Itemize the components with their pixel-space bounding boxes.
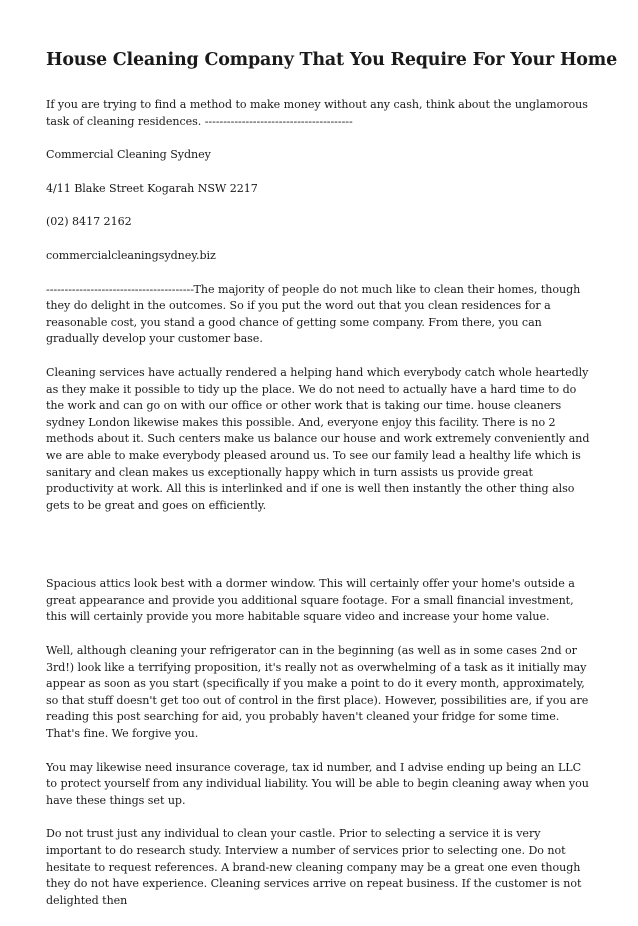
- paragraph-intro: If you are trying to find a method to make money without any cash, think about the unglamorous task of cleaning residences. ----------------------------------------: [46, 98, 588, 128]
- paragraph-cleaning-services: Cleaning services have actually rendered a helping hand which everybody catch whole heartedly as they make it possible to tidy up the place. We do not need to actually have a hard time to do the work and can go on with our office or other work that is taking our time. house cleaners sydney London likewise makes this possible. And, everyone enjoy this facility. There is no 2 methods about it. Such centers make us balance our house and work extremely conveniently and we are able to make everybody pleased around us. To see our family lead a healthy life which is sanitary and clean makes us exceptionally happy which in turn assists us provide great productivity at work. All this is interlinked and if one is well then instantly the other thing also gets to be great and goes on efficiently.: [46, 365, 590, 512]
- company-address: 4/11 Blake Street Kogarah NSW 2217: [46, 181, 258, 195]
- company-phone: (02) 8417 2162: [46, 215, 132, 229]
- document-title: House Cleaning Company That You Require For Your Home: [46, 50, 618, 70]
- company-website: commercialcleaningsydney.biz: [46, 248, 216, 262]
- paragraph-trust: Do not trust just any individual to clean your castle. Prior to selecting a service it is very important to do research study. Interview a number of services prior to selecting one. Do not hesitate to request references. A brand-new cleaning company may be a great one even though they do not have experience. Cleaning services arrive on repeat business. If the customer is not delighted then: [46, 827, 582, 907]
- paragraph-attics: Spacious attics look best with a dormer window. This will certainly offer your home's outside a great appearance and provide you additional square footage. For a small financial investment, this will certainly provide you more habitable square video and increase your home value.: [46, 577, 575, 624]
- document-page: [46, 48, 618, 926]
- paragraph-refrigerator: Well, although cleaning your refrigerator can in the beginning (as well as in some cases 2nd or 3rd!) look like a terrifying proposition, it's really not as overwhelming of a task as it initially may appear as soon as you start (specifically if you make a point to do it every month, approximately, so that stuff doesn't get too out of control in the first place). However, possibilities are, if you are reading this post searching for aid, you probably haven't cleaned your fridge for some time. That's fine. We forgive you.: [46, 644, 589, 741]
- paragraph-insurance: You may likewise need insurance coverage, tax id number, and I advise ending up being an LLC to protect yourself from any individual liability. You will be able to begin cleaning away when you have these things set up.: [46, 760, 589, 807]
- blank-spacer: [46, 531, 594, 576]
- paragraph-majority: ----------------------------------------The majority of people do not much like to clean their homes, though they do delight in the outcomes. So if you put the word out that you clean residences for a reasonable cost, you stand a good chance of getting some company. From there, you can gradually develop your customer base.: [46, 282, 581, 346]
- company-name: Commercial Cleaning Sydney: [46, 148, 211, 162]
